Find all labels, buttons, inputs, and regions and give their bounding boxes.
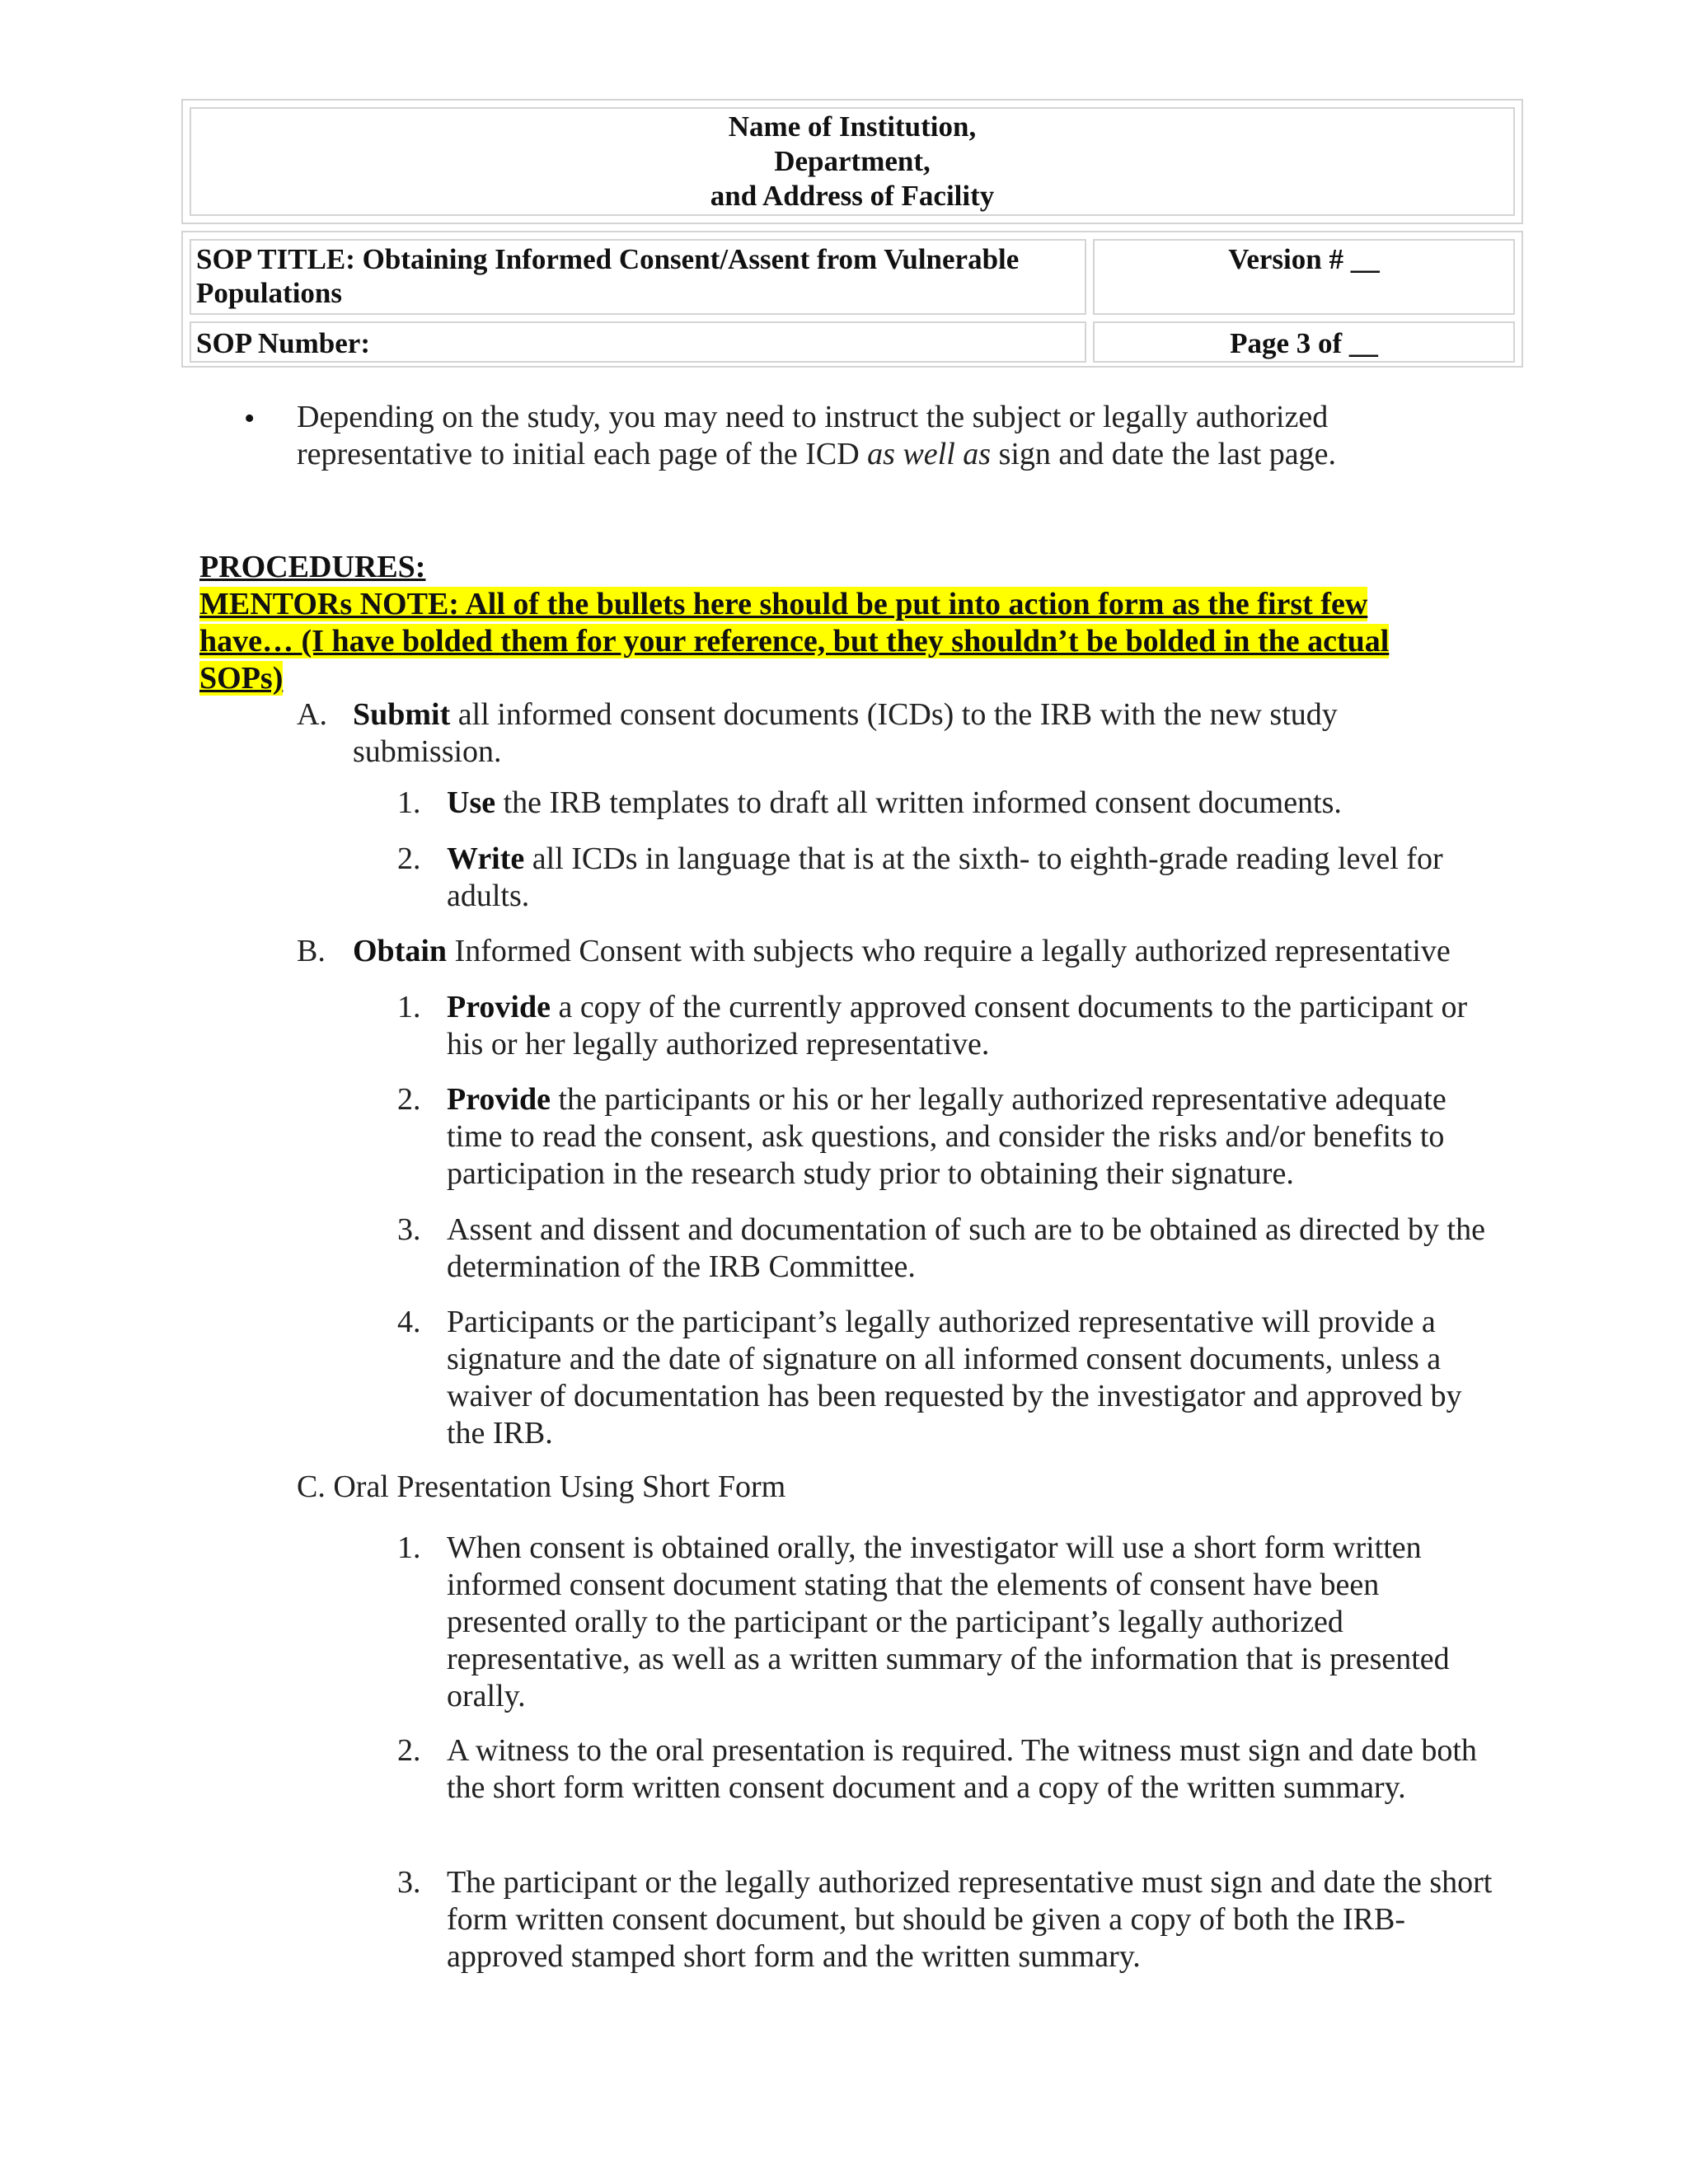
section-b-verb: Obtain	[353, 934, 448, 968]
bullet-text-italic: as well as	[867, 437, 992, 471]
section-c-item-2-marker: 2.	[397, 1733, 421, 1768]
section-a-item-2-marker: 2.	[397, 841, 421, 876]
sop-version: Version # __	[1093, 239, 1515, 315]
institution-header-cell	[190, 107, 1515, 216]
section-b-text	[353, 933, 1490, 970]
section-c-item-3-marker: 3.	[397, 1865, 421, 1900]
bullet-text-end: sign and date the last page.	[991, 437, 1337, 471]
section-b-item-1	[447, 989, 1502, 1063]
section-a-item-2-body: all ICDs in language that is at the sixth- to eighth-grade reading level for adults.	[447, 841, 1443, 913]
section-c-heading: C. Oral Presentation Using Short Form	[297, 1469, 786, 1504]
section-c-item-2: A witness to the oral presentation is required. The witness must sign and date both the short form written consent document and a copy of the written summary.	[447, 1733, 1477, 1805]
section-c-item-1-marker: 1.	[397, 1530, 421, 1565]
institution-address: and Address of Facility	[710, 180, 995, 212]
institution-department: Department,	[774, 145, 931, 177]
bullet-paragraph	[297, 399, 1484, 473]
section-b-item-3-marker: 3.	[397, 1212, 421, 1247]
section-b-item-1-verb: Provide	[447, 990, 551, 1024]
section-a-item-1-marker: 1.	[397, 785, 421, 820]
section-b-item-2	[447, 1081, 1502, 1193]
sop-title: SOP TITLE: Obtaining Informed Consent/Assent from Vulnerable Populations	[190, 239, 1086, 315]
section-b-body: Informed Consent with subjects who require a legally authorized representative	[447, 934, 1451, 968]
section-b-item-2-marker: 2.	[397, 1082, 421, 1117]
mentor-note-highlight: MENTORs NOTE: All of the bullets here should be put into action form as the first few have… (I have bolded them for your reference, but they shouldn’t be bolded in the actual SOPs)	[199, 587, 1390, 696]
sop-info-table	[181, 231, 1523, 368]
section-b-item-2-body: the participants or his or her legally authorized representative adequate time to read the consent, ask questions, and consider the risks and/or benefits to participation in the research study prior to obtaining their signature.	[447, 1082, 1447, 1191]
section-b-item-4: Participants or the participant’s legally authorized representative will provide a signature and the date of signature on all informed consent documents, unless a waiver of documentation has been requested by the investigator and approved by the IRB.	[447, 1305, 1462, 1451]
section-b-item-3: Assent and dissent and documentation of such are to be obtained as directed by the determination of the IRB Committee.	[447, 1212, 1485, 1284]
section-a-item-2	[447, 841, 1502, 915]
section-a-body: all informed consent documents (ICDs) to the IRB with the new study submission.	[353, 697, 1338, 769]
section-a-item-2-verb: Write	[447, 841, 525, 876]
section-a-item-1-verb: Use	[447, 785, 496, 820]
bullet-icon: •	[244, 401, 256, 436]
bullet-text-start: Depending on the study, you may need to instruct the subject or legally authorized representative to initial each page of the ICD	[297, 400, 1329, 471]
section-b-item-1-marker: 1.	[397, 990, 421, 1024]
section-c-item-3: The participant or the legally authorized representative must sign and date the short form written consent document, but should be given a copy of both the IRB-approved stamped short form and the written summary.	[447, 1865, 1493, 1974]
section-b-item-1-body: a copy of the currently approved consent documents to the participant or his or her legally authorized representative.	[447, 990, 1468, 1062]
section-b-item-4-marker: 4.	[397, 1305, 421, 1339]
section-b-item-2-verb: Provide	[447, 1082, 551, 1117]
mentor-note	[199, 586, 1452, 697]
page-number: Page 3 of __	[1093, 321, 1515, 363]
section-a-verb: Submit	[353, 697, 451, 732]
institution-header-box	[181, 99, 1523, 224]
sop-number: SOP Number:	[190, 321, 1086, 363]
section-b-marker: B.	[297, 934, 326, 968]
section-c-item-1: When consent is obtained orally, the investigator will use a short form written informed consent document stating that the elements of consent have been presented orally to the participant or the participant’s legally authorized representative, as well as a written summary of the information that is presented orally.	[447, 1530, 1450, 1713]
section-a-text	[353, 696, 1490, 771]
procedures-heading: PROCEDURES:	[199, 550, 426, 584]
section-a-item-1	[447, 785, 1502, 822]
institution-name: Name of Institution,	[728, 110, 977, 143]
section-a-marker: A.	[297, 697, 327, 732]
section-a-item-1-body: the IRB templates to draft all written informed consent documents.	[495, 785, 1342, 820]
